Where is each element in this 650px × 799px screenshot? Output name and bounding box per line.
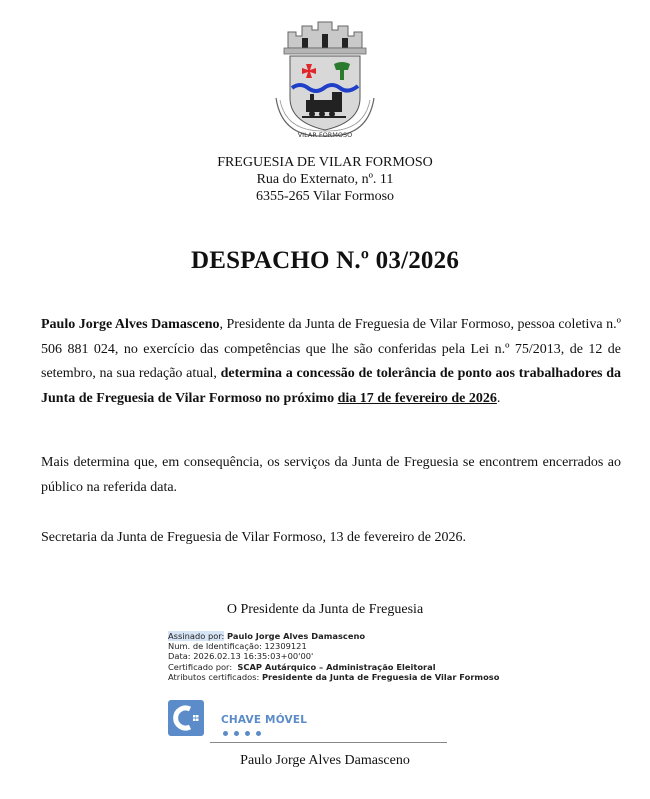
address-line-1: Rua do Externato, nº. 11 bbox=[256, 172, 394, 187]
certified-by-value: SCAP Autárquico – Administração Eleitoral bbox=[237, 661, 436, 672]
svg-text:VILAR FORMOSO: VILAR FORMOSO bbox=[297, 131, 353, 139]
signed-by-label: Assinado por: bbox=[168, 631, 225, 641]
holiday-date: dia 17 de fevereiro de 2026 bbox=[337, 390, 497, 406]
attributes-value: Presidente da Junta de Freguesia de Vilar Formoso bbox=[261, 671, 500, 682]
org-name: FREGUESIA DE VILAR FORMOSO bbox=[217, 155, 433, 170]
id-label: Num. de Identificação: bbox=[168, 641, 262, 652]
document-title: DESPACHO N.º 03/2026 bbox=[190, 247, 460, 274]
paragraph-closure: Mais determina que, em consequência, os serviços da Junta de Freguesia se encontrem encerrados ao público na referida data. bbox=[41, 455, 621, 495]
letterhead bbox=[0, 154, 650, 205]
digital-signature-block bbox=[168, 631, 499, 682]
coat-of-arms-logo bbox=[272, 18, 378, 140]
signer-role: O Presidente da Junta de Freguesia bbox=[226, 602, 424, 617]
signed-by-value: Paulo Jorge Alves Damasceno bbox=[227, 631, 366, 641]
paragraph-determination bbox=[41, 313, 621, 411]
address-line-2: 6355-265 Vilar Formoso bbox=[255, 189, 395, 204]
date-label: Data: bbox=[168, 651, 191, 662]
paragraph-text: , Presidente da Junta de Freguesia de Vilar Formoso, pessoa coletiva n.º 506 881 024, no exercício das competências que lhe são conferidas pela Lei n.º 75/2013, de 12 de setembro, na sua redação atual, bbox=[41, 317, 621, 381]
attributes-label: Atributos certificados: bbox=[168, 671, 260, 682]
determination-bold: determina a concessão de tolerância de ponto aos trabalhadores da Junta de Freguesia de Vilar Formoso no próximo bbox=[41, 366, 621, 406]
chave-movel-logo-icon bbox=[168, 700, 204, 736]
signer-name-bold: Paulo Jorge Alves Damasceno bbox=[41, 317, 220, 332]
signer-name: Paulo Jorge Alves Damasceno bbox=[240, 753, 410, 768]
paragraph-end: . bbox=[496, 390, 501, 406]
chave-movel-dots-icon bbox=[223, 731, 261, 736]
date-value: 2026.02.13 16:35:03+00'00' bbox=[193, 651, 314, 662]
coat-of-arms-icon bbox=[272, 18, 378, 140]
id-value: 12309121 bbox=[264, 641, 307, 652]
signature-line bbox=[210, 742, 447, 743]
certified-by-label: Certificado por: bbox=[168, 661, 233, 672]
chave-movel-label: CHAVE MÓVEL bbox=[221, 714, 308, 726]
paragraph-place-date: Secretaria da Junta de Freguesia de Vilar Formoso, 13 de fevereiro de 2026. bbox=[41, 530, 466, 545]
